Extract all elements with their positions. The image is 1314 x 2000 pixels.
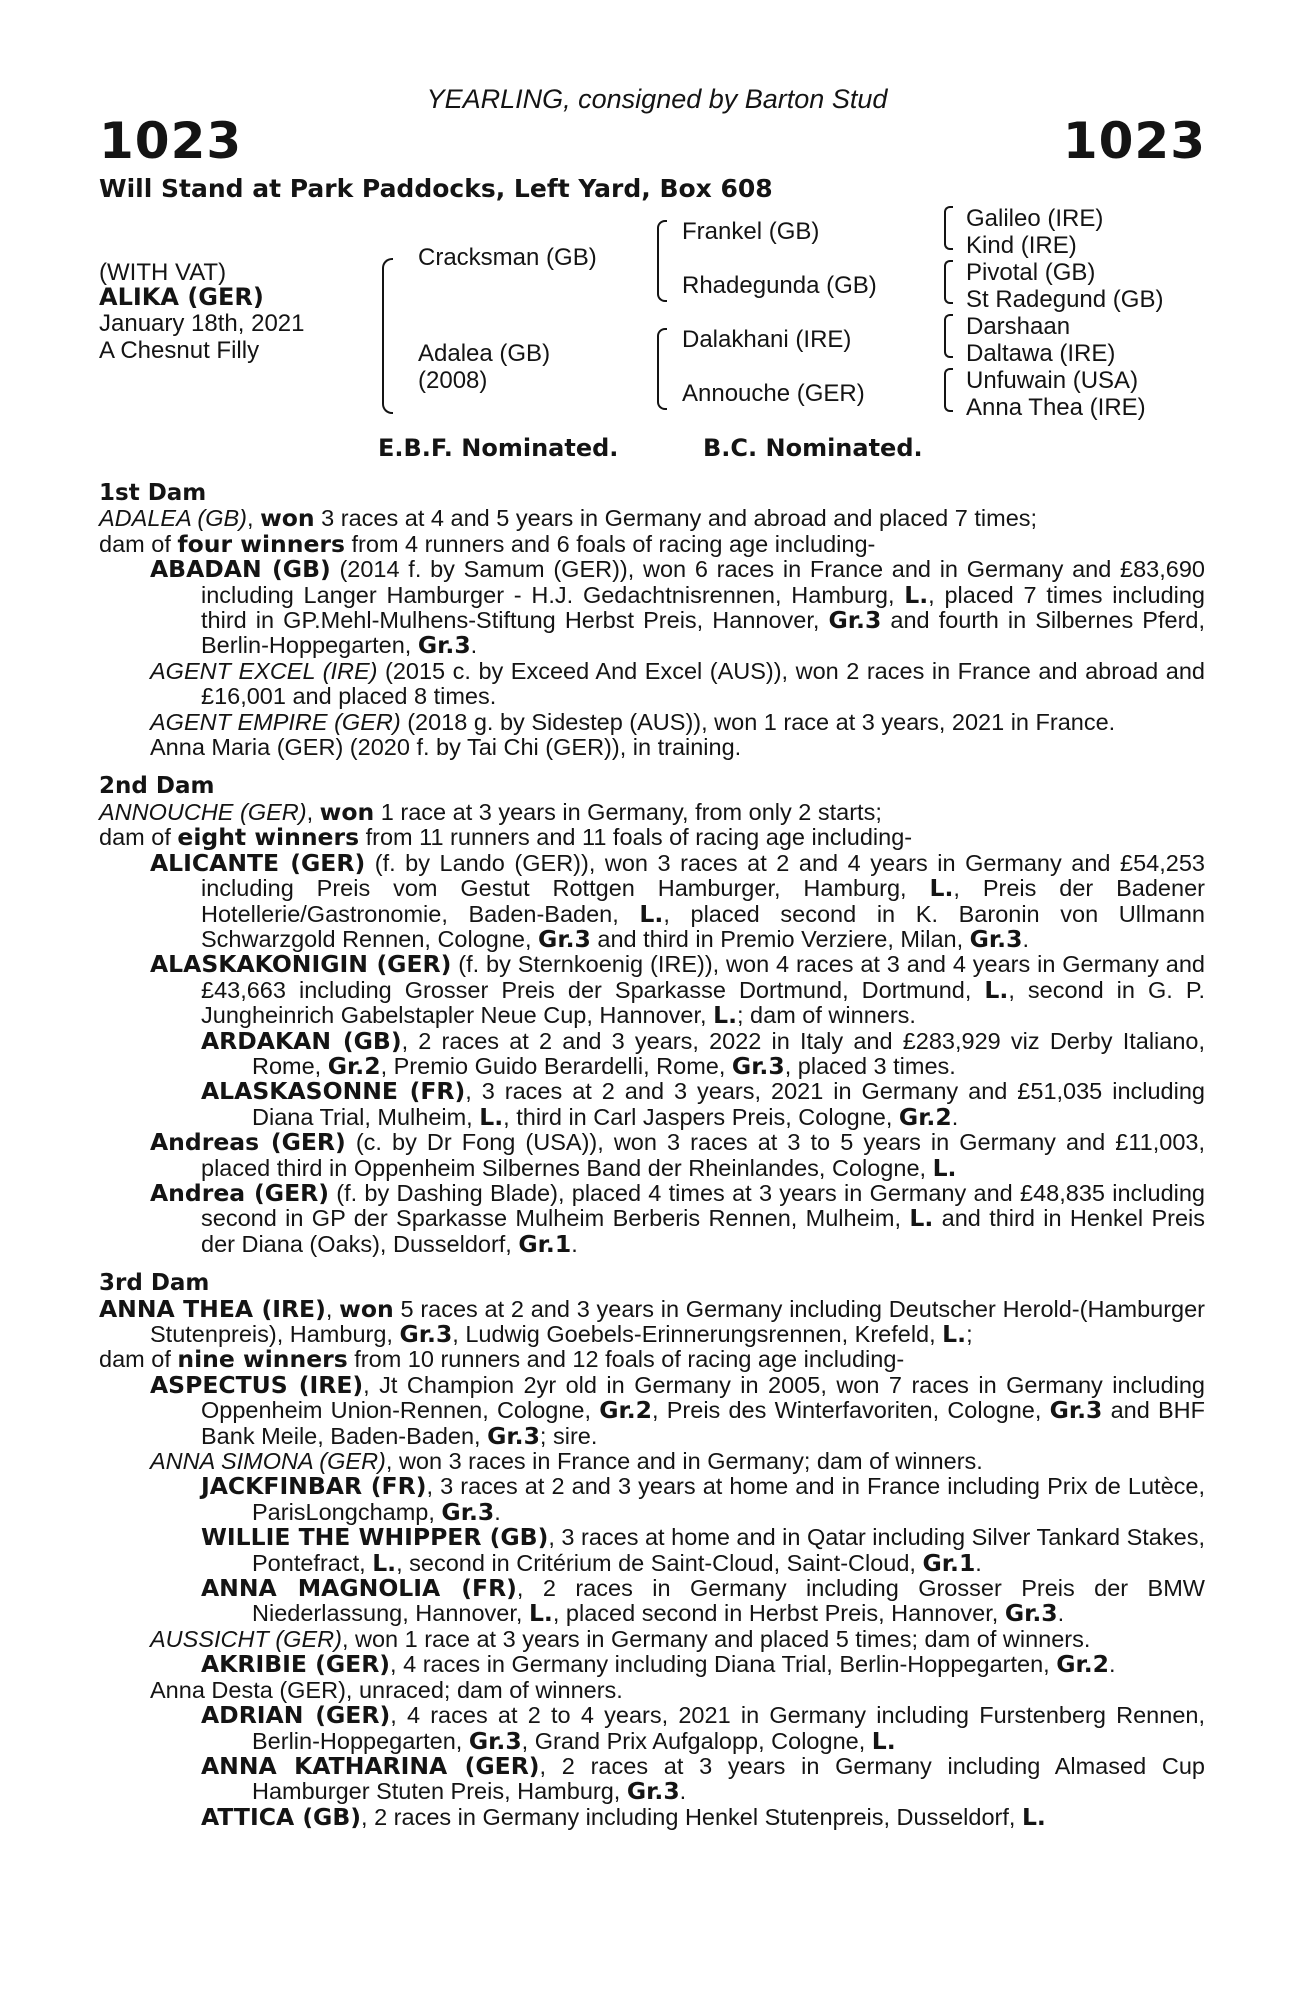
pedigree-brace: [944, 314, 953, 358]
ggdam-3: Daltawa (IRE): [966, 340, 1116, 367]
produce-entry: Andreas (GER) (c. by Dr Fong (USA)), won 3 races at 3 to 5 years in Germany and £11,003, placed third in Oppenheim Silbernes Band der Rheinlandes, Cologne, L.: [150, 1128, 1205, 1182]
birth-date: January 18th, 2021: [99, 310, 305, 337]
produce-entry: ALICANTE (GER) (f. by Lando (GER)), won 3 races at 2 and 4 years in Germany and £54,253 including Preis vom Gestut Rottgen Hamburger, Hamburg, L., Preis der Badener Hotellerie/Gastronomie, Baden-Baden, L., placed second in K. Baronin von Ullmann Schwarzgold Rennen, Cologne, Gr.3 and third in Premio Verziere, Milan, Gr.3.: [150, 848, 1206, 953]
sire-sire: Frankel (GB): [682, 218, 820, 245]
ggsire-3: Darshaan: [966, 313, 1071, 340]
section-heading: 3rd Dam: [99, 1270, 210, 1297]
dam-dam: Annouche (GER): [682, 380, 865, 407]
ggsire-2: Pivotal (GB): [966, 259, 1096, 286]
produce-summary: dam of nine winners from 10 runners and 12 foals of racing age including-: [99, 1345, 905, 1374]
produce-entry: WILLIE THE WHIPPER (GB), 3 races at home and in Qatar including Silver Tankard Stakes, Pontefract, L., second in Critérium de Saint-Cloud, Saint-Cloud, Gr.1.: [201, 1523, 1205, 1577]
pedigree-brace: [657, 220, 667, 302]
sire-name: Cracksman (GB): [418, 244, 597, 271]
produce-entry: ALASKASONNE (FR), 3 races at 2 and 3 years, 2021 in Germany and £51,035 including Diana Trial, Mulheim, L., third in Carl Jaspers Preis, Cologne, Gr.2.: [201, 1077, 1205, 1131]
vat-note: (WITH VAT): [99, 259, 227, 286]
produce-entry: ARDAKAN (GB), 2 races at 2 and 3 years, 2022 in Italy and £283,929 viz Derby Italiano, Rome, Gr.2, Premio Guido Berardelli, Rome, Gr.3, placed 3 times.: [201, 1026, 1206, 1080]
ebf-nominated: E.B.F. Nominated.: [378, 434, 619, 462]
ggdam-2: St Radegund (GB): [966, 286, 1164, 313]
produce-entry: AGENT EMPIRE (GER) (2018 g. by Sidestep (AUS)), won 1 race at 3 years, 2021 in France.: [150, 708, 1116, 735]
produce-entry: ABADAN (GB) (2014 f. by Samum (GER)), won 6 races in France and in Germany and £83,690 including Langer Hamburger - H.J. Gedachtnisrennen, Hamburg, L., placed 7 times including third in GP.Mehl-Mulhens-Stiftung Herbst Preis, Hannover, Gr.3 and fourth in Silbernes Pferd, Berlin-Hoppegarten, Gr.3.: [150, 555, 1206, 660]
produce-summary: dam of eight winners from 11 runners and 11 foals of racing age including-: [99, 823, 913, 852]
produce-entry: Anna Desta (GER), unraced; dam of winners.: [150, 1676, 623, 1703]
produce-entry: AGENT EXCEL (IRE) (2015 c. by Exceed And Excel (AUS)), won 2 races in France and abroad and £16,001 and placed 8 times.: [150, 657, 1205, 710]
pedigree-brace: [382, 258, 393, 414]
produce-entry: Anna Maria (GER) (2020 f. by Tai Chi (GER)), in training.: [150, 734, 742, 761]
dam-summary: ANNA THEA (IRE), won 5 races at 2 and 3 years in Germany including Deutscher Herold-(Hamburger Stutenpreis), Hamburg, Gr.3, Ludwig Goebels-Erinnerungsrennen, Krefeld, L.;: [99, 1294, 1205, 1348]
horse-name: ALIKA (GER): [99, 283, 264, 311]
dam-summary: ANNOUCHE (GER), won 1 race at 3 years in Germany, from only 2 starts;: [99, 797, 882, 826]
produce-entry: ANNA SIMONA (GER), won 3 races in France and in Germany; dam of winners.: [150, 1448, 983, 1475]
produce-entry: Andrea (GER) (f. by Dashing Blade), placed 4 times at 3 years in Germany and £48,835 including second in GP der Sparkasse Mulheim Berberis Rennen, Mulheim, L. and third in Henkel Preis der Diana (Oaks), Dusseldorf, Gr.1.: [150, 1178, 1205, 1258]
produce-entry: JACKFINBAR (FR), 3 races at 2 and 3 years at home and in France including Prix de Lutèce, ParisLongchamp, Gr.3.: [201, 1472, 1206, 1526]
bc-nominated: B.C. Nominated.: [703, 434, 923, 462]
lot-number-left: 1023: [99, 112, 243, 170]
produce-entry: ALASKAKONIGIN (GER) (f. by Sternkoenig (IRE)), won 4 races at 3 and 4 years in Germany and £43,663 including Grosser Preis der Sparkasse Dortmund, Dortmund, L., second in G. P. Jungheinrich Gabelstapler Neue Cup, Hannover, L.; dam of winners.: [150, 950, 1206, 1030]
horse-description: A Chesnut Filly: [99, 337, 260, 364]
produce-summary: dam of four winners from 4 runners and 6 foals of racing age including-: [99, 529, 876, 558]
dam-year: (2008): [418, 367, 488, 394]
pedigree-brace: [657, 328, 667, 410]
section-heading: 1st Dam: [99, 480, 207, 506]
section-heading: 2nd Dam: [99, 773, 215, 800]
ggsire-4: Unfuwain (USA): [966, 367, 1139, 394]
produce-entry: ASPECTUS (IRE), Jt Champion 2yr old in Germany in 2005, won 7 races in Germany including Oppenheim Union-Rennen, Cologne, Gr.2, Preis des Winterfavoriten, Cologne, Gr.3 and BHF Bank Meile, Baden-Baden, Gr.3; sire.: [150, 1370, 1205, 1450]
dam-summary: ADALEA (GB), won 3 races at 4 and 5 years in Germany and abroad and placed 7 times;: [99, 504, 1038, 533]
produce-entry: AUSSICHT (GER), won 1 race at 3 years in Germany and placed 5 times; dam of winners.: [150, 1625, 1091, 1652]
produce-entry: ANNA MAGNOLIA (FR), 2 races in Germany including Grosser Preis der BMW Niederlassung, Hannover, L., placed second in Herbst Preis, Hannover, Gr.3.: [201, 1574, 1205, 1628]
ggdam-4: Anna Thea (IRE): [966, 394, 1146, 421]
consignment-line: YEARLING, consigned by Barton Stud: [426, 84, 888, 114]
pedigree-brace: [944, 206, 953, 250]
produce-entry: ANNA KATHARINA (GER), 2 races at 3 years in Germany including Almased Cup Hamburger Stuten Preis, Hamburg, Gr.3.: [201, 1751, 1205, 1806]
produce-entry: ADRIAN (GER), 4 races at 2 to 4 years, 2021 in Germany including Furstenberg Rennen, Berlin-Hoppegarten, Gr.3, Grand Prix Aufgalopp, Cologne, L.: [201, 1701, 1205, 1755]
sire-dam: Rhadegunda (GB): [682, 272, 877, 299]
stand-location: Will Stand at Park Paddocks, Left Yard, Box 608: [99, 174, 773, 203]
lot-number-right: 1023: [1062, 112, 1206, 170]
dam-name: Adalea (GB): [418, 340, 551, 367]
ggdam-1: Kind (IRE): [966, 232, 1077, 259]
pedigree-brace: [944, 368, 953, 412]
dam-sire: Dalakhani (IRE): [682, 326, 852, 353]
family-section: [99, 481, 1205, 1830]
produce-entry: ATTICA (GB), 2 races in Germany including Henkel Stutenpreis, Dusseldorf, L.: [201, 1802, 1046, 1831]
ggsire-1: Galileo (IRE): [966, 205, 1104, 232]
produce-entry: AKRIBIE (GER), 4 races in Germany including Diana Trial, Berlin-Hoppegarten, Gr.2.: [201, 1650, 1116, 1679]
pedigree-brace: [944, 260, 953, 304]
